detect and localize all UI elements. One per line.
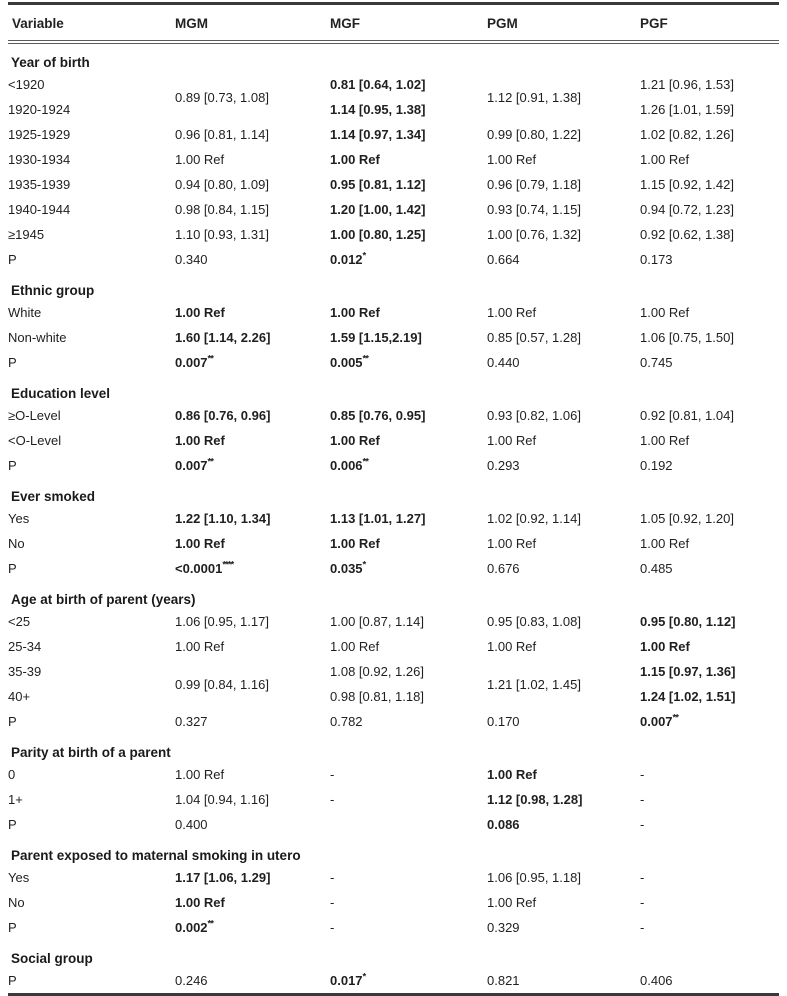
section-header-row <box>8 478 779 506</box>
table-row <box>8 453 779 478</box>
value-cell: 1.14 [0.95, 1.38] <box>330 102 426 117</box>
row-label: 1940-1944 <box>8 202 71 217</box>
value-cell <box>330 812 487 837</box>
value-cell: 0.440 <box>487 355 520 370</box>
table-row <box>8 247 779 272</box>
value-cell: - <box>640 792 645 807</box>
significance-marker: **** <box>222 559 234 571</box>
section-title: Education level <box>11 386 111 401</box>
section-title: Parity at birth of a parent <box>11 745 171 760</box>
table-row <box>8 506 779 531</box>
row-label: No <box>8 536 25 551</box>
value-cell: 0.170 <box>487 714 520 729</box>
row-label: P <box>8 973 17 988</box>
value-cell: 0.006** <box>330 456 368 473</box>
value-cell: 1.00 Ref <box>175 305 225 320</box>
value-cell: 1.21 [0.96, 1.53] <box>640 77 734 92</box>
value-cell: - <box>640 870 645 885</box>
section-title: Ethnic group <box>11 283 95 298</box>
value-cell: - <box>330 920 335 935</box>
value-cell: 1.00 Ref <box>487 305 537 320</box>
value-cell: 0.821 <box>487 973 520 988</box>
section-header-row <box>8 42 779 72</box>
value-cell: 1.00 Ref <box>640 433 690 448</box>
value-cell: 0.94 [0.72, 1.23] <box>640 202 734 217</box>
value-cell: 0.406 <box>640 973 673 988</box>
table-row <box>8 609 779 634</box>
value-cell: 0.89 [0.73, 1.08] <box>175 89 269 105</box>
table-row <box>8 72 779 97</box>
value-cell: 0.99 [0.84, 1.16] <box>175 676 269 692</box>
value-cell: 0.92 [0.81, 1.04] <box>640 408 734 423</box>
value-cell: 1.00 Ref <box>330 433 380 448</box>
row-label: P <box>8 920 17 935</box>
value-cell: 0.246 <box>175 973 208 988</box>
value-cell: 1.24 [1.02, 1.51] <box>640 689 736 704</box>
value-cell: 0.007** <box>175 353 213 370</box>
value-cell: 1.00 [0.87, 1.14] <box>330 614 424 629</box>
table-row <box>8 403 779 428</box>
value-cell: 1.00 Ref <box>330 639 380 654</box>
table-row <box>8 197 779 222</box>
value-cell: 0.85 [0.76, 0.95] <box>330 408 426 423</box>
value-cell: 0.329 <box>487 920 520 935</box>
table-row <box>8 531 779 556</box>
column-header-mgm: MGM <box>175 4 330 43</box>
value-cell: 0.93 [0.74, 1.15] <box>487 202 581 217</box>
row-label: 1925-1929 <box>8 127 71 142</box>
value-cell: 0.327 <box>175 714 208 729</box>
section-header-row <box>8 375 779 403</box>
row-label: 1+ <box>8 792 23 807</box>
value-cell: 1.00 Ref <box>175 895 225 910</box>
value-cell: 0.485 <box>640 561 673 576</box>
value-cell: 1.12 [0.91, 1.38] <box>487 89 581 105</box>
table-row <box>8 634 779 659</box>
value-cell: 0.96 [0.79, 1.18] <box>487 177 581 192</box>
value-cell: 0.664 <box>487 252 520 267</box>
value-cell: 0.96 [0.81, 1.14] <box>175 127 269 142</box>
row-label: 35-39 <box>8 664 42 679</box>
row-label: 1930-1934 <box>8 152 71 167</box>
header-row <box>8 4 779 43</box>
value-cell: 0.81 [0.64, 1.02] <box>330 77 426 92</box>
row-label: P <box>8 355 17 370</box>
value-cell: 1.60 [1.14, 2.26] <box>175 330 271 345</box>
value-cell: 0.99 [0.80, 1.22] <box>487 127 581 142</box>
value-cell: 0.98 [0.84, 1.15] <box>175 202 269 217</box>
value-cell: 1.00 Ref <box>487 536 537 551</box>
value-cell: 1.00 Ref <box>330 305 380 320</box>
value-cell: - <box>640 817 645 832</box>
table-row <box>8 659 779 684</box>
value-cell: 1.00 Ref <box>487 895 537 910</box>
value-cell: 1.06 [0.95, 1.17] <box>175 614 269 629</box>
value-cell: 0.173 <box>640 252 673 267</box>
value-cell: <0.0001**** <box>175 559 234 576</box>
table-row <box>8 325 779 350</box>
value-cell: 0.94 [0.80, 1.09] <box>175 177 269 192</box>
row-label: ≥1945 <box>8 227 45 242</box>
value-cell: 1.00 Ref <box>640 536 690 551</box>
table-row <box>8 428 779 453</box>
value-cell: - <box>330 792 335 807</box>
value-cell: 0.293 <box>487 458 520 473</box>
value-cell: 0.192 <box>640 458 673 473</box>
significance-marker: * <box>362 559 366 571</box>
value-cell: 0.017* <box>330 971 366 988</box>
column-header-pgf: PGF <box>640 4 779 43</box>
value-cell: - <box>640 767 645 782</box>
significance-marker: ** <box>362 353 368 365</box>
value-cell: 1.06 [0.95, 1.18] <box>487 870 581 885</box>
row-label: P <box>8 458 17 473</box>
value-cell: 1.00 Ref <box>330 152 380 167</box>
value-cell: 0.676 <box>487 561 520 576</box>
value-cell: 0.93 [0.82, 1.06] <box>487 408 581 423</box>
value-cell: 0.400 <box>175 817 208 832</box>
value-cell: 1.02 [0.92, 1.14] <box>487 511 581 526</box>
value-cell: 1.12 [0.98, 1.28] <box>487 792 583 807</box>
value-cell: 1.00 Ref <box>487 152 537 167</box>
column-header-variable: Variable <box>8 4 175 43</box>
value-cell: 0.782 <box>330 714 363 729</box>
section-header-row <box>8 734 779 762</box>
value-cell: 0.92 [0.62, 1.38] <box>640 227 734 242</box>
row-label: Yes <box>8 870 30 885</box>
value-cell: 1.00 Ref <box>175 639 225 654</box>
value-cell: 1.10 [0.93, 1.31] <box>175 227 269 242</box>
table-row <box>8 122 779 147</box>
value-cell: 1.06 [0.75, 1.50] <box>640 330 734 345</box>
row-label: Non-white <box>8 330 67 345</box>
value-cell: 0.086 <box>487 817 520 832</box>
value-cell: 0.012* <box>330 250 366 267</box>
value-cell: 1.15 [0.92, 1.42] <box>640 177 734 192</box>
value-cell: 1.15 [0.97, 1.36] <box>640 664 736 679</box>
significance-marker: ** <box>672 712 678 724</box>
table-row <box>8 812 779 837</box>
column-header-pgm: PGM <box>487 4 640 43</box>
table-row <box>8 968 779 995</box>
table-row <box>8 147 779 172</box>
value-cell: 1.14 [0.97, 1.34] <box>330 127 426 142</box>
table-row <box>8 350 779 375</box>
row-label: ≥O-Level <box>8 408 61 423</box>
table-row <box>8 890 779 915</box>
table-row <box>8 97 779 122</box>
value-cell: 1.00 Ref <box>487 767 537 782</box>
section-title: Ever smoked <box>11 489 96 504</box>
significance-marker: ** <box>207 456 213 468</box>
value-cell: 1.00 [0.80, 1.25] <box>330 227 426 242</box>
section-header-row <box>8 940 779 968</box>
table-row <box>8 865 779 890</box>
section-header-row <box>8 272 779 300</box>
section-header-row <box>8 837 779 865</box>
row-label: <1920 <box>8 77 45 92</box>
significance-marker: ** <box>362 456 368 468</box>
section-header-row <box>8 581 779 609</box>
table-row <box>8 556 779 581</box>
table-row <box>8 762 779 787</box>
row-label: Yes <box>8 511 30 526</box>
row-label: White <box>8 305 42 320</box>
row-label: P <box>8 817 17 832</box>
value-cell: 0.95 [0.83, 1.08] <box>487 614 581 629</box>
value-cell: 0.007** <box>640 712 678 729</box>
value-cell: - <box>330 870 335 885</box>
significance-marker: * <box>362 971 366 983</box>
table-row <box>8 915 779 940</box>
value-cell: 0.98 [0.81, 1.18] <box>330 689 424 704</box>
row-label: 1920-1924 <box>8 102 71 117</box>
value-cell: 0.745 <box>640 355 673 370</box>
value-cell: 1.00 Ref <box>640 152 690 167</box>
value-cell: 1.20 [1.00, 1.42] <box>330 202 426 217</box>
column-header-mgf: MGF <box>330 4 487 43</box>
value-cell: 1.21 [1.02, 1.45] <box>487 676 581 692</box>
value-cell: 1.00 Ref <box>487 433 537 448</box>
section-title: Age at birth of parent (years) <box>11 592 196 607</box>
row-label: 1935-1939 <box>8 177 71 192</box>
value-cell: 0.007** <box>175 456 213 473</box>
significance-marker: ** <box>207 353 213 365</box>
row-label: P <box>8 252 17 267</box>
row-label: 0 <box>8 767 16 782</box>
results-table-body <box>8 42 779 995</box>
value-cell: 0.95 [0.80, 1.12] <box>640 614 736 629</box>
significance-marker: * <box>362 250 366 262</box>
value-cell: 1.00 Ref <box>487 639 537 654</box>
row-label: P <box>8 714 17 729</box>
row-label: <25 <box>8 614 31 629</box>
row-label: No <box>8 895 25 910</box>
value-cell: 0.95 [0.81, 1.12] <box>330 177 426 192</box>
results-table <box>8 2 779 996</box>
row-label: 25-34 <box>8 639 42 654</box>
value-cell: 0.005** <box>330 353 368 370</box>
value-cell: 1.13 [1.01, 1.27] <box>330 511 426 526</box>
value-cell: 1.00 Ref <box>175 152 225 167</box>
value-cell: 1.00 Ref <box>330 536 380 551</box>
value-cell: 0.340 <box>175 252 208 267</box>
value-cell: 0.86 [0.76, 0.96] <box>175 408 271 423</box>
table-row <box>8 222 779 247</box>
table-row <box>8 787 779 812</box>
value-cell: 1.00 Ref <box>175 767 225 782</box>
value-cell: - <box>640 895 645 910</box>
value-cell: 1.00 Ref <box>640 639 690 654</box>
value-cell: 0.002** <box>175 918 213 935</box>
value-cell: - <box>330 767 335 782</box>
section-title: Parent exposed to maternal smoking in utero <box>11 848 301 863</box>
value-cell: 1.02 [0.82, 1.26] <box>640 127 734 142</box>
table-row <box>8 684 779 709</box>
value-cell: 1.04 [0.94, 1.16] <box>175 792 269 807</box>
table-row <box>8 300 779 325</box>
value-cell: 1.59 [1.15,2.19] <box>330 330 422 345</box>
row-label: <O-Level <box>8 433 62 448</box>
value-cell: 1.22 [1.10, 1.34] <box>175 511 271 526</box>
table-row <box>8 172 779 197</box>
value-cell: 1.00 Ref <box>175 536 225 551</box>
significance-marker: ** <box>207 918 213 930</box>
value-cell: 1.17 [1.06, 1.29] <box>175 870 271 885</box>
value-cell: 1.00 Ref <box>175 433 225 448</box>
row-label: 40+ <box>8 689 31 704</box>
row-label: P <box>8 561 17 576</box>
value-cell: 1.00 Ref <box>640 305 690 320</box>
value-cell: - <box>330 895 335 910</box>
value-cell: 1.05 [0.92, 1.20] <box>640 511 734 526</box>
value-cell: 1.08 [0.92, 1.26] <box>330 664 424 679</box>
section-title: Social group <box>11 951 93 966</box>
value-cell: 1.26 [1.01, 1.59] <box>640 102 734 117</box>
value-cell: - <box>640 920 645 935</box>
value-cell: 0.85 [0.57, 1.28] <box>487 330 581 345</box>
table-header <box>8 4 779 43</box>
table-row <box>8 709 779 734</box>
value-cell: 0.035* <box>330 559 366 576</box>
section-title: Year of birth <box>11 55 90 70</box>
value-cell: 1.00 [0.76, 1.32] <box>487 227 581 242</box>
